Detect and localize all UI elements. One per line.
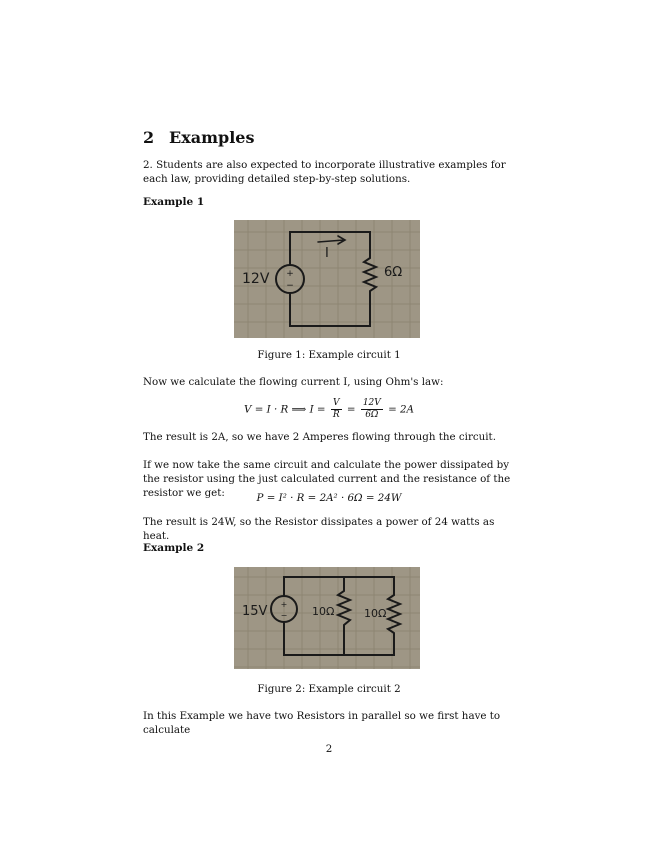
circuit-1-drawing	[234, 220, 420, 338]
resistor-1-label: 10Ω	[312, 605, 335, 618]
example-1-text-power: If we now take the same circuit and calculate the power dissipated by the resistor using the just calculated current and the resistance of the resistor we get:	[143, 459, 511, 499]
figure-2-caption: Figure 2: Example circuit 2	[257, 683, 401, 695]
minus-sign: −	[286, 281, 294, 291]
example-2-heading: Example 2	[143, 542, 205, 554]
fraction-values	[361, 398, 383, 421]
minus-sign: −	[280, 611, 288, 620]
example-2-text: In this Example we have two Resistors in parallel so we first have to calculate	[143, 710, 501, 736]
page-number: 2	[325, 743, 333, 755]
circuit-2-drawing	[234, 567, 420, 669]
equation-equals: =	[346, 403, 356, 416]
example-1-text-power-result: The result is 24W, so the Resistor dissipates a power of 24 watts as heat.	[143, 516, 495, 542]
figure-2-photo	[234, 567, 420, 669]
current-label: I	[325, 246, 329, 261]
equation-lhs: V = I · R ⟹ I =	[244, 403, 326, 416]
plus-sign: +	[280, 600, 288, 609]
top-wire	[284, 577, 394, 595]
ohms-law-equation	[143, 398, 515, 421]
power-equation: P = I² · R = 2A² · 6Ω = 24W	[256, 492, 402, 504]
fraction-denominator: 6Ω	[365, 410, 379, 420]
source-label: 12V	[242, 271, 270, 287]
current-arrow-icon	[318, 236, 345, 244]
resistor-1	[338, 577, 350, 655]
example-1-heading: Example 1	[143, 196, 205, 208]
figure-1-photo	[234, 220, 420, 338]
resistor-2	[388, 595, 400, 639]
plus-sign: +	[286, 269, 294, 279]
section-title: Examples	[169, 128, 255, 147]
section-heading	[143, 128, 254, 147]
source-label: 15V	[242, 604, 268, 619]
fraction-v-over-r	[331, 398, 342, 421]
intro-paragraph: 2. Students are also expected to incorporate illustrative examples for each law, providing detailed step-by-step solutions.	[143, 159, 506, 185]
resistor-label: 6Ω	[384, 265, 403, 280]
bottom-wire	[284, 623, 394, 655]
fraction-numerator: 12V	[362, 398, 381, 408]
fraction-numerator: V	[331, 398, 342, 410]
figure-1-caption: Figure 1: Example circuit 1	[257, 349, 401, 361]
example-1-text-result: The result is 2A, so we have 2 Amperes flowing through the circuit.	[143, 431, 496, 443]
example-1-text-current: Now we calculate the flowing current I, using Ohm's law:	[143, 376, 444, 388]
resistor-2-label: 10Ω	[364, 607, 387, 620]
equation-rhs: = 2A	[388, 403, 414, 416]
section-number: 2	[143, 128, 155, 147]
fraction-denominator: R	[332, 410, 340, 420]
